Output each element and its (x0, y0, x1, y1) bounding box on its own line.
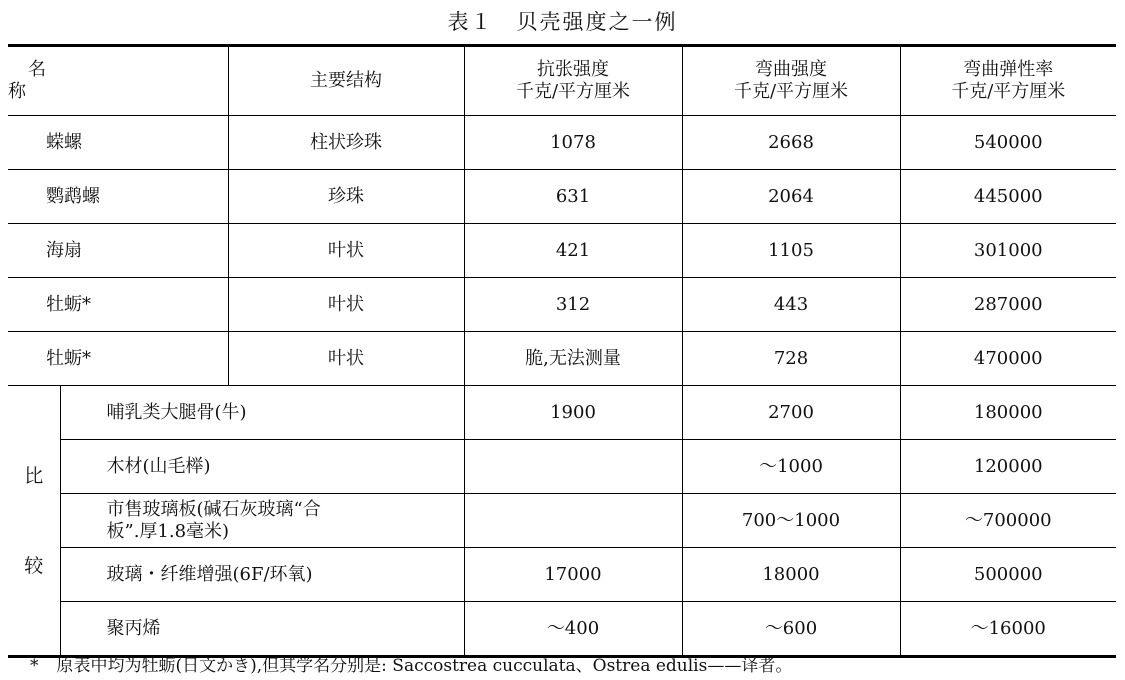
shell-strength-table (8, 44, 1116, 658)
row-bending: 18000 (682, 548, 900, 602)
row-name: 哺乳类大腿骨(牛) (60, 386, 464, 440)
row-bending: 2064 (682, 170, 900, 224)
table-row (8, 170, 1116, 224)
row-modulus: 445000 (900, 170, 1116, 224)
comparison-row (8, 494, 1116, 548)
comparison-row (8, 386, 1116, 440)
row-tensile (464, 494, 682, 548)
comparison-row (8, 440, 1116, 494)
footnote-mark: * (30, 656, 39, 676)
row-structure: 叶状 (228, 224, 464, 278)
row-name: 木材(山毛榉) (60, 440, 464, 494)
row-tensile (464, 440, 682, 494)
row-bending: 1105 (682, 224, 900, 278)
row-tensile: 17000 (464, 548, 682, 602)
header-tensile: 抗张强度 千克/平方厘米 (464, 46, 682, 116)
row-structure: 叶状 (228, 332, 464, 386)
row-structure: 柱状珍珠 (228, 116, 464, 170)
row-bending: ～1000 (682, 440, 900, 494)
row-bending: ～600 (682, 602, 900, 657)
row-modulus: 540000 (900, 116, 1116, 170)
row-tensile: 1078 (464, 116, 682, 170)
row-modulus: 120000 (900, 440, 1116, 494)
row-bending: 700～1000 (682, 494, 900, 548)
footnote (30, 651, 792, 676)
row-modulus: ～16000 (970, 617, 1046, 639)
row-modulus: 287000 (900, 278, 1116, 332)
footnote-text: 原表中均为牡蛎(日文かき),但其学名分别是: Saccostrea cucculata、Ostrea edulis——译者。 (56, 656, 793, 676)
row-name: 海扇 (8, 224, 228, 278)
row-name: 蝾螺 (8, 116, 228, 170)
row-tensile: 脆,无法测量 (464, 332, 682, 386)
row-modulus: 470000 (900, 332, 1116, 386)
header-bending: 弯曲强度 千克/平方厘米 (682, 46, 900, 116)
row-tensile: 631 (464, 170, 682, 224)
row-name: 玻璃・纤维增强(6F/环氧) (60, 548, 464, 602)
row-bending: 2700 (682, 386, 900, 440)
table-row (8, 332, 1116, 386)
header-row (8, 46, 1116, 116)
row-structure: 叶状 (228, 278, 464, 332)
row-structure: 珍珠 (228, 170, 464, 224)
header-name: 名 称 (8, 46, 228, 116)
header-modulus: 弯曲弹性率 千克/平方厘米 (900, 46, 1116, 116)
row-name: 鹦鹉螺 (8, 170, 228, 224)
row-bending: 2668 (682, 116, 900, 170)
table-row (8, 224, 1116, 278)
row-tensile: 312 (464, 278, 682, 332)
row-tensile: ～400 (464, 602, 682, 657)
row-modulus: 500000 (900, 548, 1116, 602)
table-row (8, 116, 1116, 170)
comparison-row (8, 548, 1116, 602)
row-bending: 728 (682, 332, 900, 386)
row-bending: 443 (682, 278, 900, 332)
row-tensile: 1900 (464, 386, 682, 440)
table-row (8, 278, 1116, 332)
comparison-label: 比 较 (8, 386, 60, 657)
header-structure: 主要结构 (228, 46, 464, 116)
row-name: 牡蛎* (8, 278, 228, 332)
row-name: 市售玻璃板(碱石灰玻璃“合 板”.厚1.8毫米) (60, 494, 464, 548)
table-caption: 表１ 贝壳强度之一例 (447, 10, 678, 34)
row-modulus: 301000 (900, 224, 1116, 278)
row-modulus: ～700000 (900, 494, 1116, 548)
row-modulus: 180000 (900, 386, 1116, 440)
comparison-row (8, 602, 1116, 657)
row-name: 聚丙烯 (60, 602, 464, 657)
row-tensile: 421 (464, 224, 682, 278)
row-name: 牡蛎* (8, 332, 228, 386)
